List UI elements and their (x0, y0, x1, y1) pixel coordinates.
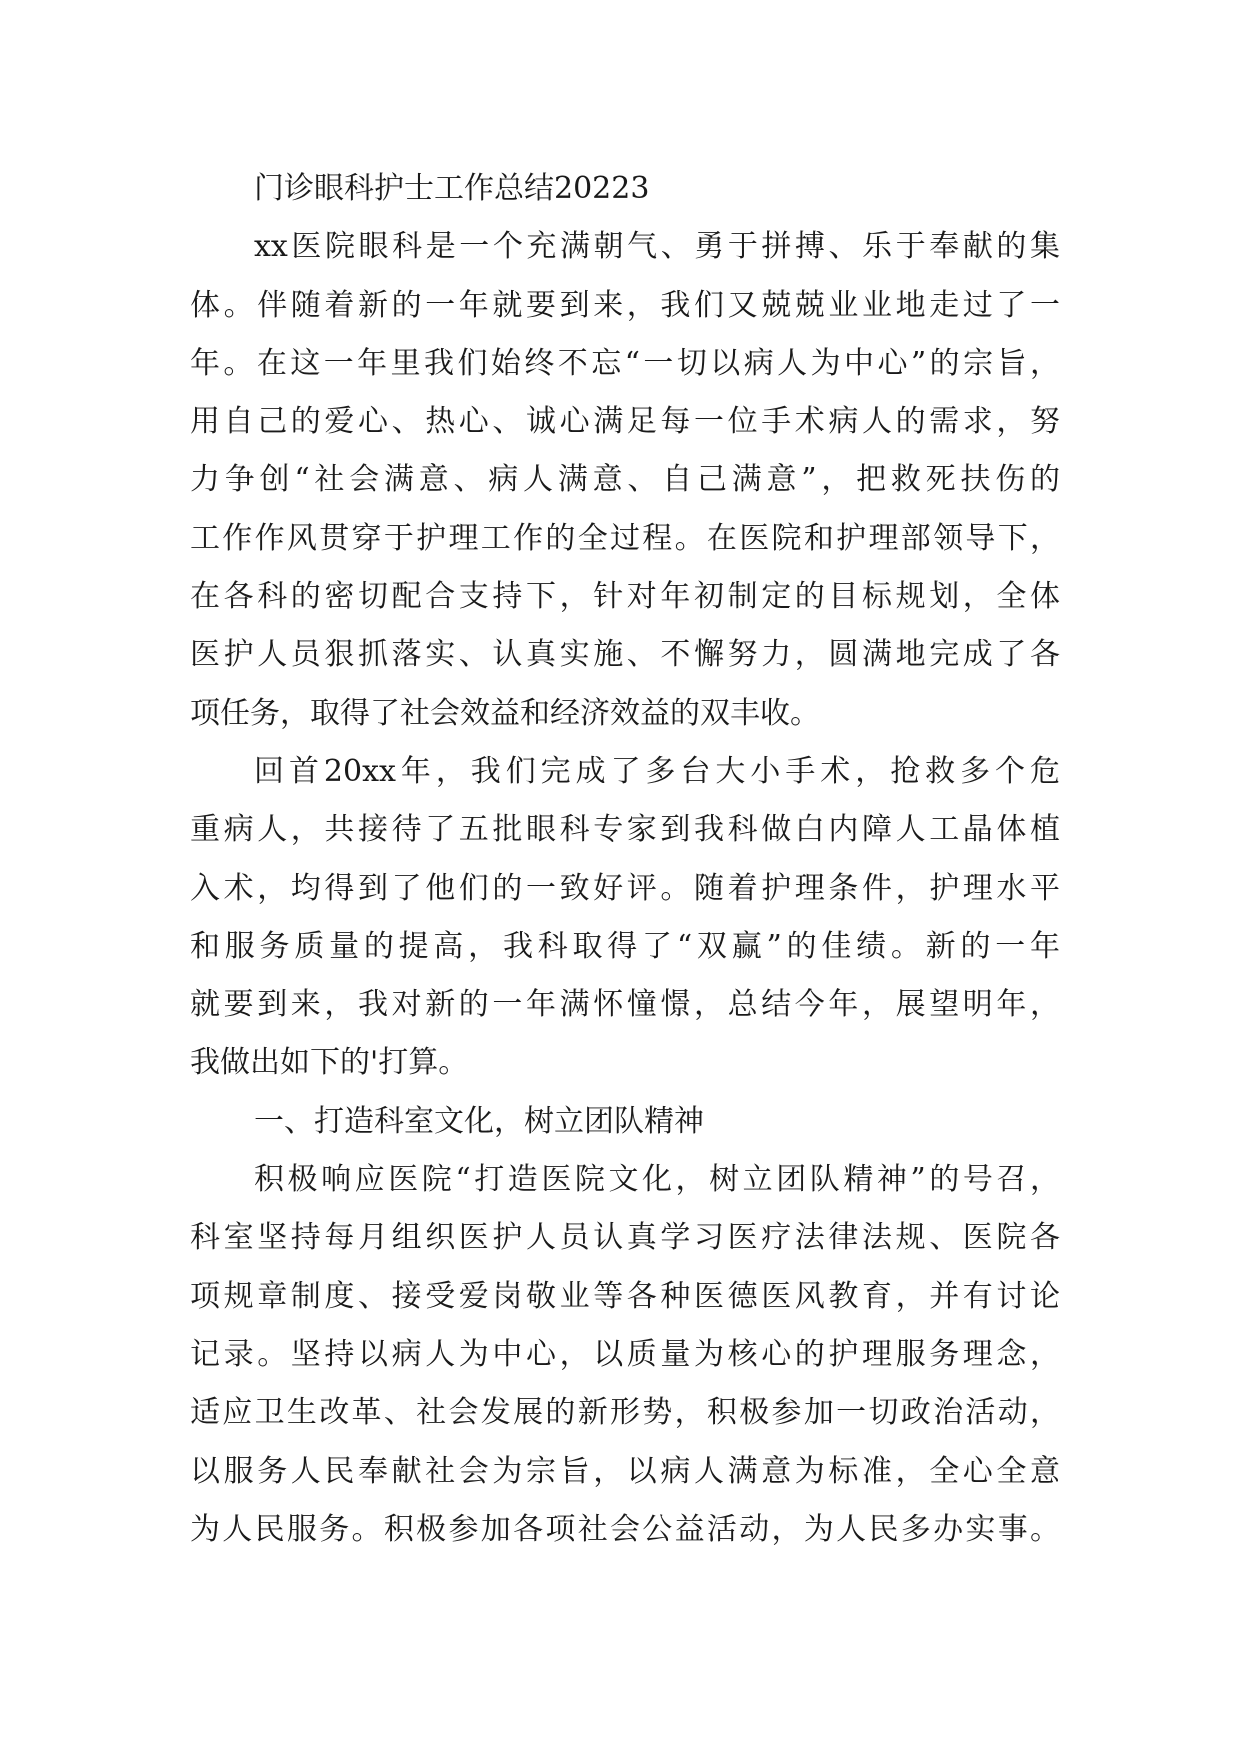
paragraph-line: 记录。坚持以病人为中心，以质量为核心的护理服务理念， (190, 1336, 1060, 1372)
paragraph-line: 年。在这一年里我们始终不忘“一切以病人为中心”的宗旨， (190, 345, 1060, 381)
paragraph-line: 为人民服务。积极参加各项社会公益活动，为人民多办实事。 (190, 1511, 1060, 1547)
paragraph-line: 回首20xx年，我们完成了多台大小手术，抢救多个危 (254, 753, 1060, 789)
paragraph-line: 积极响应医院“打造医院文化，树立团队精神”的号召， (254, 1162, 1060, 1198)
paragraph-line: 项规章制度、接受爱岗敬业等各种医德医风教育，并有讨论 (190, 1278, 1060, 1314)
paragraph-line: 在各科的密切配合支持下，针对年初制定的目标规划，全体 (190, 579, 1060, 615)
section-heading: 一、打造科室文化，树立团队精神 (254, 1103, 704, 1139)
paragraph-review (190, 743, 1060, 1093)
paragraph-line: 以服务人民奉献社会为宗旨，以病人满意为标准，全心全意 (190, 1453, 1060, 1489)
paragraph-line: 和服务质量的提高，我科取得了“双赢”的佳绩。新的一年 (190, 928, 1060, 964)
document-body (190, 160, 1060, 1559)
paragraph-line: 就要到来，我对新的一年满怀憧憬，总结今年，展望明年， (190, 987, 1060, 1023)
paragraph-line: 重病人，共接待了五批眼科专家到我科做白内障人工晶体植 (190, 812, 1060, 848)
paragraph-intro (190, 218, 1060, 743)
paragraph-line: 科室坚持每月组织医护人员认真学习医疗法律法规、医院各 (190, 1220, 1060, 1256)
paragraph-line: 用自己的爱心、热心、诚心满足每一位手术病人的需求，努 (190, 404, 1060, 440)
paragraph-line: 医护人员狠抓落实、认真实施、不懈努力，圆满地完成了各 (190, 637, 1060, 673)
paragraph-line: xx医院眼科是一个充满朝气、勇于拼搏、乐于奉献的集 (254, 229, 1060, 265)
paragraph-line: 体。伴随着新的一年就要到来，我们又兢兢业业地走过了一 (190, 287, 1060, 323)
paragraph-line: 适应卫生改革、社会发展的新形势，积极参加一切政治活动， (190, 1395, 1060, 1431)
paragraph-line: 我做出如下的'打算。 (190, 1045, 469, 1081)
paragraph-line: 工作作风贯穿于护理工作的全过程。在医院和护理部领导下， (190, 520, 1060, 556)
paragraph-line: 力争创“社会满意、病人满意、自己满意”，把救死扶伤的 (190, 462, 1060, 498)
paragraph-line: 入术，均得到了他们的一致好评。随着护理条件，护理水平 (190, 870, 1060, 906)
paragraph-culture (190, 1151, 1060, 1559)
paragraph-line: 项任务，取得了社会效益和经济效益的双丰收。 (190, 695, 820, 731)
document-title: 门诊眼科护士工作总结20223 (254, 171, 650, 206)
